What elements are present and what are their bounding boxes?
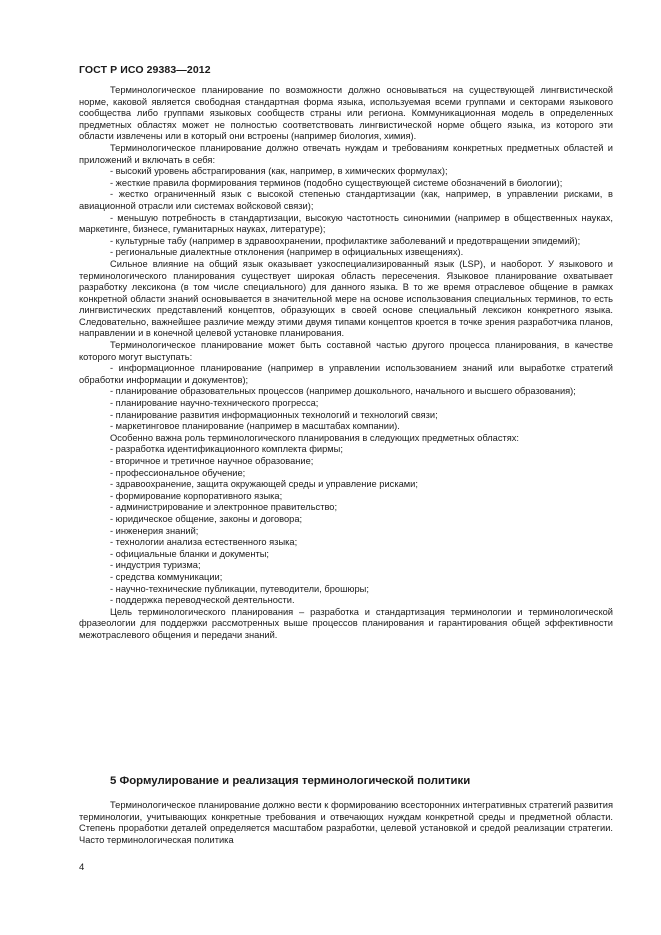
list-item: - технологии анализа естественного языка; — [110, 537, 298, 548]
list-item: - администрирование и электронное правительство; — [110, 502, 338, 513]
list-item: - меньшую потребность в стандартизации, высокую частотность синонимии (например в общественных науках, маркетинге, бизнесе, гуманитарных науках, литературе); — [79, 212, 613, 235]
list-item: - планирование научно-технического прогресса; — [110, 398, 319, 409]
paragraph: Сильное влияние на общий язык оказывает узкоспециализированный язык (LSP), и наоборот. У языкового и терминологического планирования существует широкая область пересечения. Языковое планирование охватывает разработку лексикона (в том числе специального) для данного языка. В то же время отраслевое общение в рамках конкретной области знаний основывается в значительной мере на основе использования специальных терминов, то есть лингвистических представлений концептов, образующих в своей основе специальный лексикон конкретного языка. Следовательно, важнейшее различие между этими двумя типами концептов кроется в точке зрения разработчика планов, направлении и в конечной целевой установке планирования. — [79, 258, 613, 339]
list-item: - формирование корпоративного языка; — [110, 490, 283, 501]
list-item: - поддержка переводческой деятельности. — [110, 595, 295, 606]
list-item: - жесткие правила формирования терминов (подобно существующей системе обозначений в биологии); — [110, 177, 563, 188]
list-item: - индустрия туризма; — [110, 560, 201, 571]
paragraph: Терминологическое планирование по возможности должно основываться на существующей лингвистической норме, каковой является свободная стандартная форма языка, используемая всеми группами и секторами языкового сообщества либо группами языковых сообществ страны или региона. Коммуникационная модель в определенных предметных областях может не полностью соответствовать лингвистической норме общего языка, из которого эти области извлечены или в который они встроены (например биология, химия). — [79, 85, 613, 142]
paragraph: Особенно важна роль терминологического планирования в следующих предметных областях: — [110, 432, 520, 443]
list-item: - профессиональное обучение; — [110, 467, 246, 478]
list-item: - здравоохранение, защита окружающей среды и управление рисками; — [110, 479, 418, 490]
list-item: - разработка идентификационного комплекта фирмы; — [110, 444, 343, 455]
list-item: - высокий уровень абстрагирования (как, например, в химических формулах); — [110, 166, 448, 177]
page-number: 4 — [79, 862, 85, 873]
list-item: - маркетинговое планирование (например в масштабах компании). — [110, 421, 400, 432]
list-item: - культурные табу (например в здравоохранении, профилактике заболеваний и предотвращении эпидемий); — [110, 235, 581, 246]
list-item: - региональные диалектные отклонения (например в официальных извещениях). — [110, 247, 464, 258]
paragraph: Цель терминологического планирования – разработка и стандартизация терминологии и терминологической фразеологии для поддержки рассмотренных выше процессов планирования и гарантирования общей эффективности межотраслевого общения и передачи знаний. — [79, 606, 613, 640]
section-body — [79, 800, 613, 846]
list-item: - научно-технические публикации, путеводители, брошюры; — [110, 583, 369, 594]
section-heading: 5 Формулирование и реализация терминологической политики — [110, 775, 471, 787]
list-item: - официальные бланки и документы; — [110, 548, 270, 559]
standard-header: ГОСТ Р ИСО 29383—2012 — [79, 64, 211, 76]
body-text — [79, 85, 613, 642]
list-item: - планирование образовательных процессов (например дошкольного, начального и высшего образования); — [110, 386, 576, 397]
paragraph: Терминологическое планирование должно вести к формированию всесторонних интегративных стратегий развития терминологии, учитывающих конкретные требования и отвечающих нуждам конкретной среды и предметной области. Степень проработки деталей определяется масштабом разработки, целевой установкой и средой реализации стратегии. Часто терминологическая политика — [79, 800, 613, 845]
paragraph: Терминологическое планирование должно отвечать нуждам и требованиям конкретных предметных областей и приложений и включать в себя: — [79, 142, 613, 165]
list-item: - жестко ограниченный язык с высокой степенью стандартизации (как, например, в управлении рисками, в авиационной отрасли или системах войсковой связи); — [79, 189, 613, 211]
list-item: - юридическое общение, законы и договора; — [110, 513, 303, 524]
list-item: - инженерия знаний; — [110, 525, 199, 536]
list-item: - вторичное и третичное научное образование; — [110, 456, 314, 466]
list-item: - информационное планирование (например в управлении использованием знаний или выработке стратегий обработки информации и документов); — [79, 363, 613, 385]
list-item: - средства коммуникации; — [110, 571, 223, 582]
list-item: - планирование развития информационных технологий и технологий связи; — [110, 409, 438, 420]
paragraph: Терминологическое планирование может быть составной частью другого процесса планирования, в качестве которого могут выступать: — [79, 340, 613, 362]
